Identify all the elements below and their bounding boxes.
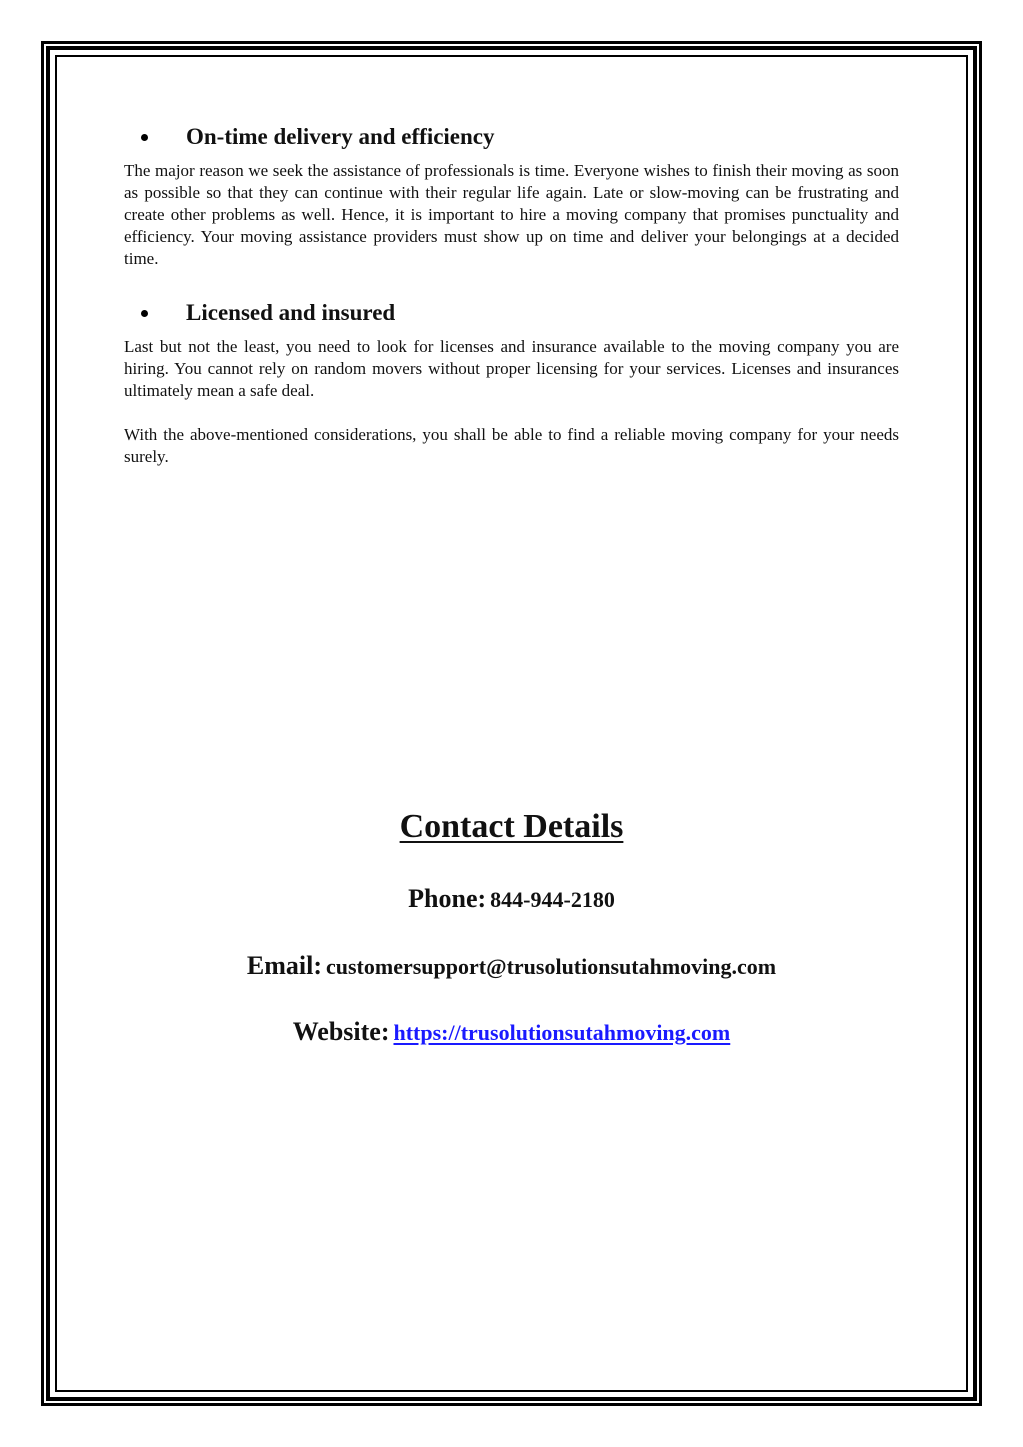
website-link[interactable]: https://trusolutionsutahmoving.com <box>393 1020 731 1045</box>
document-body <box>124 120 899 468</box>
section-heading-text: On-time delivery and efficiency <box>186 124 495 149</box>
section-heading-delivery <box>124 120 899 154</box>
section-heading-text: Licensed and insured <box>186 300 396 325</box>
phone-value: 844-944-2180 <box>490 887 615 912</box>
closing-paragraph: With the above-mentioned considerations, you shall be able to find a reliable moving company for your needs surely. <box>124 425 899 466</box>
email-value: customersupport@trusolutionsutahmoving.com <box>326 954 777 979</box>
section-paragraph-delivery: The major reason we seek the assistance of professionals is time. Everyone wishes to finish their moving as soon as possible so that they can continue with their regular life again. Late or slow-moving can be frustrating and create other problems as well. Hence, it is important to hire a moving company that promises punctuality and efficiency. Your moving assistance providers must show up on time and deliver your belongings at a decided time. <box>124 161 899 268</box>
section-paragraph-licensed: Last but not the least, you need to look for licenses and insurance available to the moving company you are hiring. You cannot rely on random movers without proper licensing for your services. Licenses and insurances ultimately mean a safe deal. <box>124 337 899 400</box>
email-label: Email: <box>246 951 322 980</box>
section-heading-licensed <box>124 296 899 330</box>
bullet-icon <box>141 310 148 317</box>
contact-phone <box>0 884 1023 914</box>
website-label: Website: <box>292 1017 390 1046</box>
phone-label: Phone: <box>408 884 487 913</box>
bullet-icon <box>141 134 148 141</box>
contact-website <box>0 1017 1023 1047</box>
contact-title: Contact Details <box>399 808 624 845</box>
contact-email <box>0 951 1023 981</box>
